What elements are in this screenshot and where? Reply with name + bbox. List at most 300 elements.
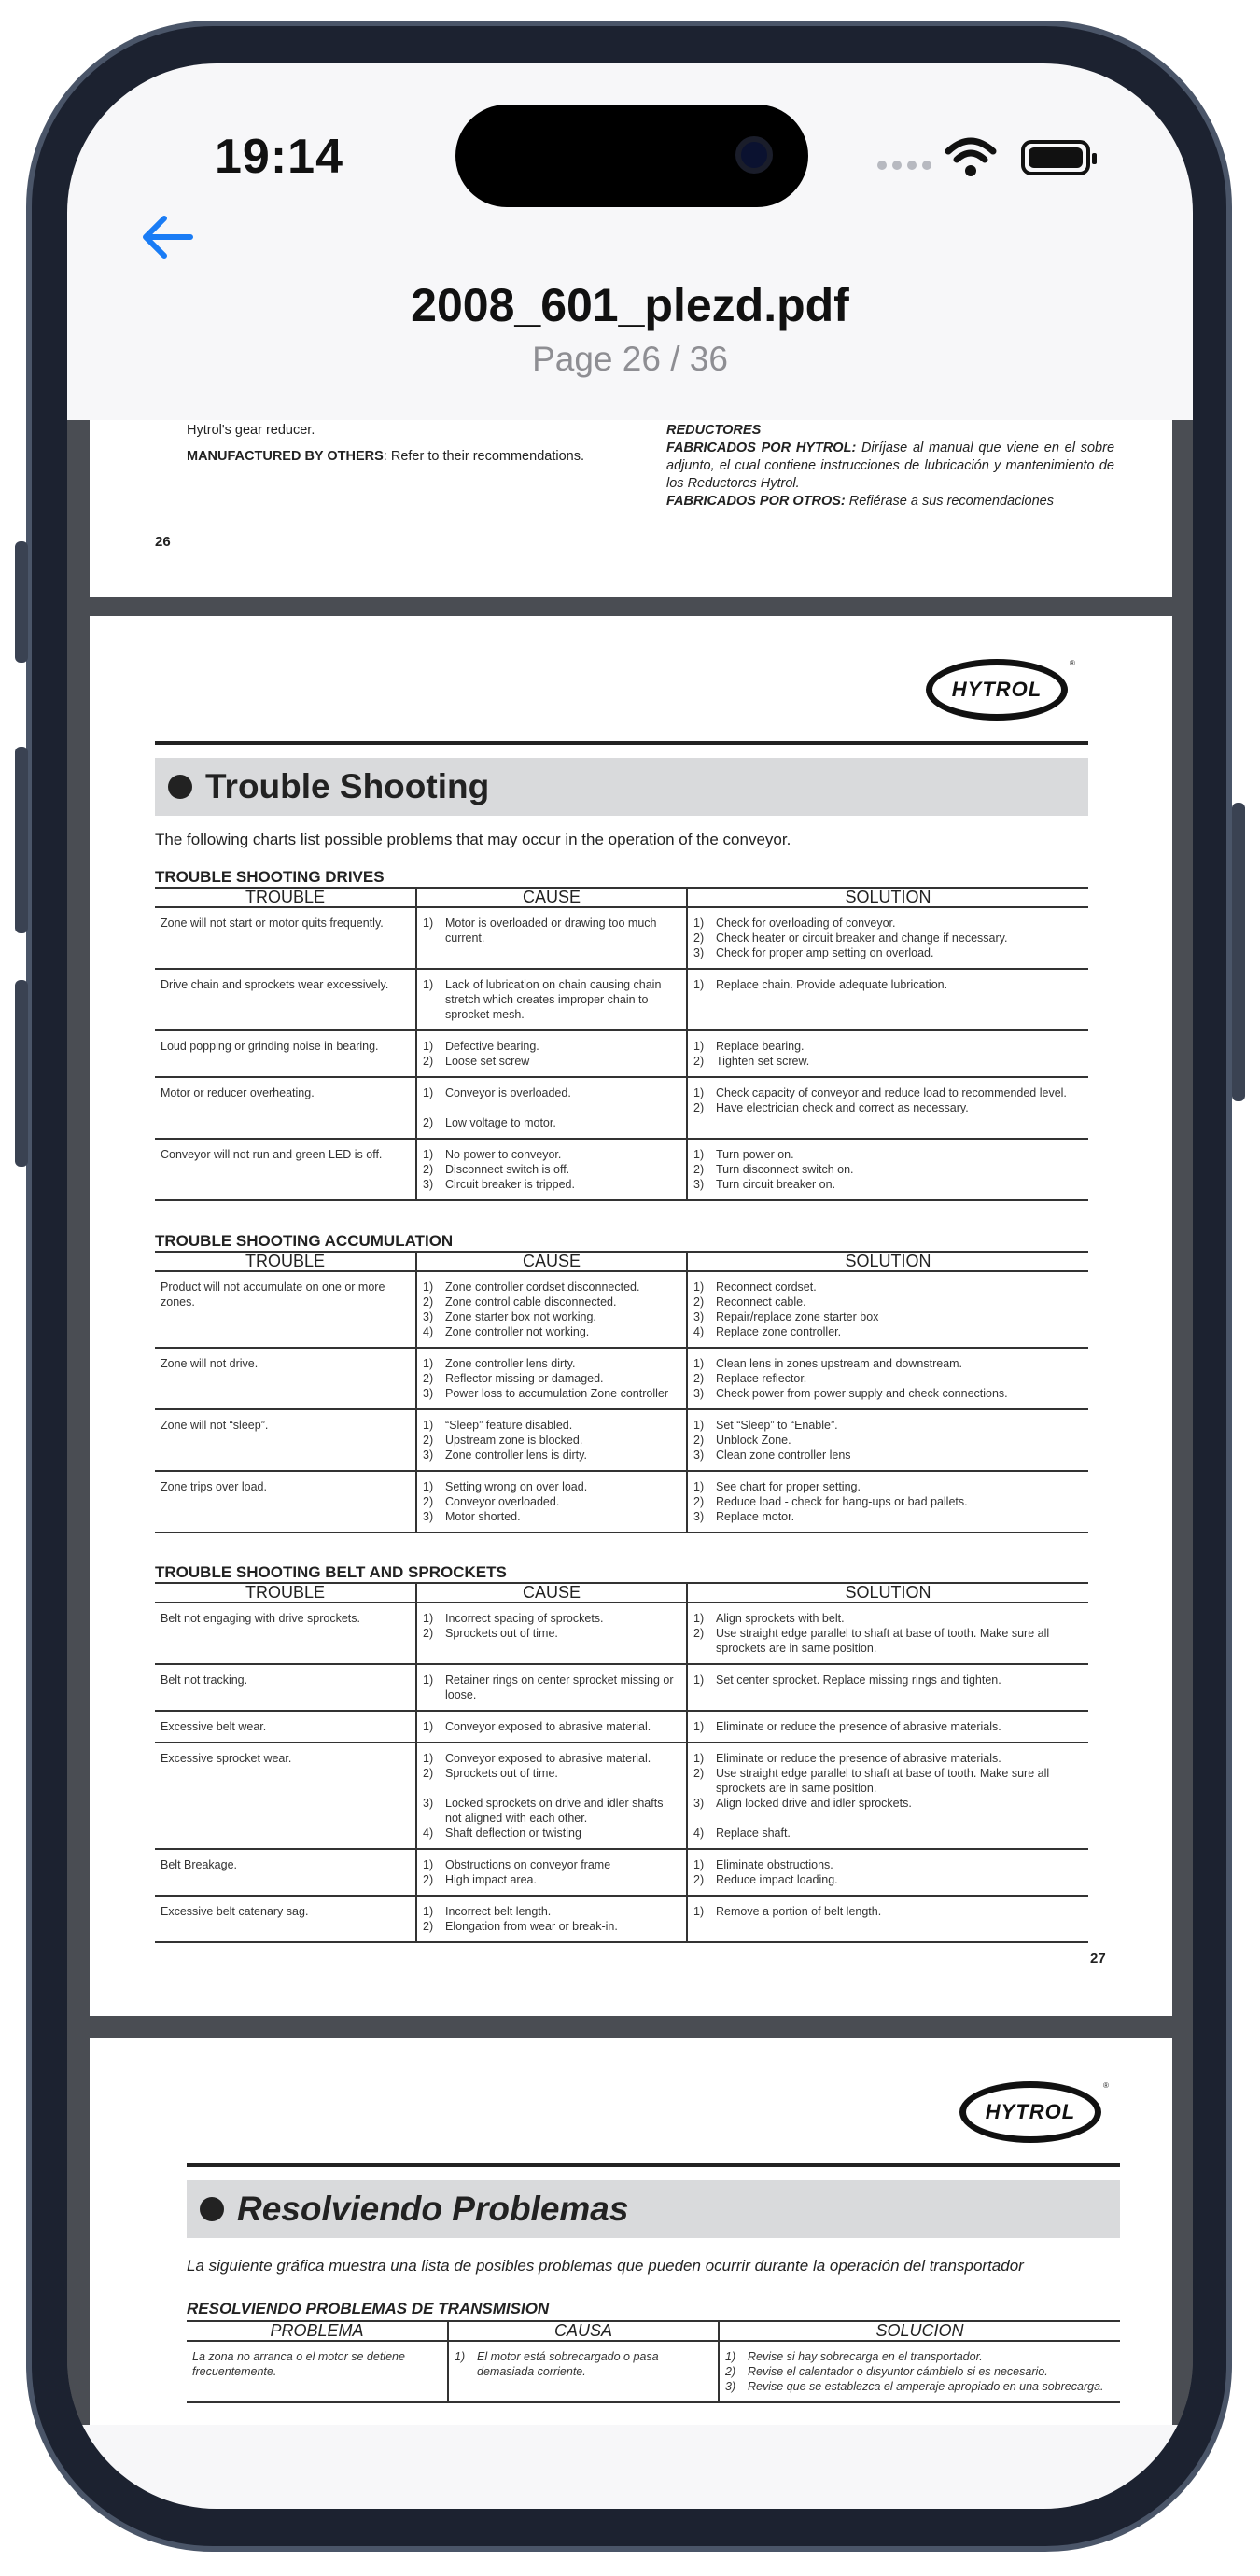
item-number: 1) — [693, 1720, 705, 1733]
item-number: 2) — [693, 1295, 705, 1309]
cell-list — [693, 1904, 1083, 1919]
cell-list — [423, 1857, 680, 1887]
col-header-cause: CAUSE — [416, 888, 687, 907]
item-text: Repair/replace zone starter box — [716, 1310, 879, 1323]
page26-label: MANUFACTURED BY OTHERS — [187, 449, 384, 464]
item-text: Sprockets out of time. — [445, 1627, 558, 1640]
list-item — [693, 1356, 1083, 1371]
item-text: Conveyor is overloaded. — [445, 1086, 571, 1099]
item-text: Setting wrong on over load. — [445, 1480, 588, 1493]
item-text: Check capacity of conveyor and reduce load to recommended level. — [716, 1086, 1067, 1099]
solution-cell — [687, 1896, 1088, 1942]
table-body — [155, 1271, 1088, 1533]
table-head — [155, 888, 1088, 907]
table-head — [155, 1583, 1088, 1603]
item-number: 3) — [423, 1449, 434, 1462]
table-title: TROUBLE SHOOTING ACCUMULATION — [155, 1232, 454, 1250]
cell-list — [693, 1751, 1083, 1841]
item-text: Clean zone controller lens — [716, 1449, 851, 1462]
cause-cell — [416, 1664, 687, 1711]
section-header — [187, 2180, 1120, 2238]
item-text: Replace shaft. — [716, 1827, 791, 1840]
list-item — [423, 1719, 680, 1734]
section-header — [155, 758, 1088, 816]
item-number: 1) — [423, 1673, 434, 1687]
solution-cell — [687, 1409, 1088, 1471]
item-text: Revise el calentador o disyuntor cámbielo si es necesario. — [748, 2365, 1048, 2378]
item-text: Set “Sleep” to “Enable”. — [716, 1419, 838, 1432]
trouble-cell: Zone will not start or motor quits frequently. — [155, 907, 416, 969]
cell-list — [423, 1356, 680, 1401]
trouble-cell: Belt not tracking. — [155, 1664, 416, 1711]
list-item — [693, 1479, 1083, 1494]
item-number: 4) — [693, 1325, 705, 1338]
troubleshooting-table-transmision — [187, 2320, 1120, 2403]
troubleshooting-table-drives — [155, 887, 1088, 1201]
table-head — [155, 1252, 1088, 1271]
list-item — [693, 1418, 1083, 1433]
list-item — [423, 1751, 680, 1766]
cell-list — [423, 1673, 680, 1702]
item-text: Use straight edge parallel to shaft at base of tooth. Make sure all sprockets are in same position. — [716, 1627, 1050, 1655]
page-number: 27 — [1090, 1951, 1106, 1967]
item-number: 2) — [693, 931, 705, 945]
item-text: Reflector missing or damaged. — [445, 1372, 604, 1385]
item-text: Revise que se establezca el amperaje apropiado en una sobrecarga. — [748, 2380, 1104, 2393]
cell-list — [693, 1039, 1083, 1069]
solution-cell — [687, 1743, 1088, 1849]
item-text: Check for overloading of conveyor. — [716, 917, 896, 930]
logo-text: HYTROL — [951, 678, 1043, 701]
item-text: Incorrect belt length. — [445, 1905, 552, 1918]
item-text: Power loss to accumulation Zone controller — [445, 1387, 669, 1400]
list-item — [693, 1433, 1083, 1448]
item-number: 2) — [423, 1372, 434, 1385]
table-row — [155, 1139, 1088, 1200]
trouble-cell: Zone will not “sleep”. — [155, 1409, 416, 1471]
list-item — [693, 1509, 1083, 1524]
list-item — [693, 1611, 1083, 1626]
solution-cell — [687, 1271, 1088, 1348]
cause-cell — [448, 2341, 719, 2402]
item-number: 1) — [423, 1357, 434, 1370]
table-row — [155, 1896, 1088, 1942]
list-item — [455, 2349, 712, 2379]
item-text: Disconnect switch is off. — [445, 1163, 570, 1176]
logo-text: HYTROL — [985, 2100, 1076, 2123]
trouble-cell: Excessive belt wear. — [155, 1711, 416, 1743]
item-number: 2) — [423, 1767, 434, 1780]
cell-list — [423, 1280, 680, 1339]
col-header-cause: CAUSA — [448, 2321, 719, 2341]
logo-registered-mark: ® — [1103, 2081, 1109, 2090]
item-number: 2) — [693, 1372, 705, 1385]
item-number: 1) — [423, 1419, 434, 1432]
table-row — [155, 1030, 1088, 1077]
list-item — [423, 1295, 680, 1309]
table-body — [187, 2341, 1120, 2402]
item-number: 2) — [693, 1767, 705, 1780]
item-number: 1) — [693, 1281, 705, 1294]
item-text: Check heater or circuit breaker and change if necessary. — [716, 931, 1008, 945]
item-text: Check power from power supply and check connections. — [716, 1387, 1008, 1400]
item-number: 1) — [423, 1858, 434, 1871]
solution-cell — [687, 1139, 1088, 1200]
hytrol-logo — [926, 659, 1068, 721]
trouble-cell: Excessive sprocket wear. — [155, 1743, 416, 1849]
table-row — [187, 2341, 1120, 2402]
cell-list — [423, 1719, 680, 1734]
item-text: Shaft deflection or twisting — [445, 1827, 581, 1840]
signal-icon — [877, 161, 931, 170]
item-number: 3) — [725, 2380, 736, 2393]
item-number: 3) — [423, 1178, 434, 1191]
item-text: Incorrect spacing of sprockets. — [445, 1612, 604, 1625]
intro-text: La siguiente gráfica muestra una lista de posibles problemas que pueden ocurrir durante la operación del transportador — [187, 2257, 1024, 2275]
table-body — [155, 907, 1088, 1200]
item-number: 1) — [693, 1357, 705, 1370]
list-item — [693, 1295, 1083, 1309]
table-title: TROUBLE SHOOTING BELT AND SPROCKETS — [155, 1563, 507, 1581]
item-text: Obstructions on conveyor frame — [445, 1858, 611, 1871]
list-item — [693, 1673, 1083, 1687]
action-button — [15, 541, 28, 663]
table-row — [155, 1743, 1088, 1849]
item-text: Sprockets out of time. — [445, 1767, 558, 1780]
cell-list — [693, 1673, 1083, 1687]
item-text: Zone controller lens dirty. — [445, 1357, 576, 1370]
list-gap — [423, 1781, 680, 1796]
header-row — [155, 888, 1088, 907]
item-number: 2) — [423, 1055, 434, 1068]
item-number: 4) — [693, 1827, 705, 1840]
item-number: 2) — [725, 2365, 736, 2378]
troubleshooting-table-accumulation — [155, 1251, 1088, 1533]
list-item — [423, 1115, 680, 1130]
list-item — [693, 916, 1083, 931]
item-text: Clean lens in zones upstream and downstream. — [716, 1357, 963, 1370]
item-text: Zone controller cordset disconnected. — [445, 1281, 640, 1294]
item-text: Motor is overloaded or drawing too much current. — [445, 917, 657, 945]
item-text: Eliminate or reduce the presence of abrasive materials. — [716, 1720, 1001, 1733]
item-number: 4) — [423, 1325, 434, 1338]
volume-up-button — [15, 747, 28, 933]
cell-list — [423, 1904, 680, 1934]
status-bar — [67, 63, 1193, 213]
item-number: 1) — [693, 917, 705, 930]
list-item — [725, 2364, 1114, 2379]
cause-cell — [416, 1603, 687, 1664]
trouble-cell: Zone will not drive. — [155, 1348, 416, 1409]
back-arrow-icon[interactable] — [140, 209, 196, 265]
cell-list — [423, 1479, 680, 1524]
list-item — [693, 1386, 1083, 1401]
item-text: Loose set screw — [445, 1055, 530, 1068]
power-button — [1232, 803, 1245, 1101]
solution-cell — [687, 1077, 1088, 1139]
list-item — [693, 977, 1083, 992]
cause-cell — [416, 1139, 687, 1200]
table-body — [155, 1603, 1088, 1942]
bullet-icon — [168, 775, 192, 799]
solution-cell — [687, 1030, 1088, 1077]
col-header-cause: CAUSE — [416, 1252, 687, 1271]
item-number: 3) — [423, 1797, 434, 1810]
item-text: Turn power on. — [716, 1148, 794, 1161]
page26-text: : Refer to their recommendations. — [383, 449, 584, 464]
list-item — [423, 1857, 680, 1872]
item-number: 2) — [423, 1116, 434, 1129]
header-row — [187, 2321, 1120, 2341]
col-header-solution: SOLUTION — [687, 1583, 1088, 1603]
item-text: Eliminate or reduce the presence of abrasive materials. — [716, 1752, 1001, 1765]
list-item — [693, 1857, 1083, 1872]
list-item — [423, 1162, 680, 1177]
list-item — [693, 1494, 1083, 1509]
cause-cell — [416, 1471, 687, 1533]
table-row — [155, 1603, 1088, 1664]
list-item — [423, 1904, 680, 1919]
trouble-cell: Loud popping or grinding noise in bearing. — [155, 1030, 416, 1077]
list-item — [693, 1147, 1083, 1162]
col-header-solution: SOLUTION — [687, 888, 1088, 907]
item-text: Align locked drive and idler sprockets. — [716, 1797, 912, 1810]
cell-list — [423, 1147, 680, 1192]
list-item — [693, 1177, 1083, 1192]
item-text: El motor está sobrecargado o pasa demasiada corriente. — [477, 2350, 659, 2378]
item-number: 1) — [693, 1612, 705, 1625]
list-gap — [423, 1100, 680, 1115]
page26-text: Diríjase al manual que viene en el sobre adjunto, el cual contiene instrucciones de lubricación y mantenimiento de los Reductores Hytrol. — [666, 441, 1115, 491]
list-item — [693, 1904, 1083, 1919]
cause-cell — [416, 1896, 687, 1942]
cell-list — [423, 916, 680, 945]
item-number: 1) — [423, 978, 434, 991]
troubleshooting-table-belt — [155, 1582, 1088, 1943]
wifi-icon — [945, 136, 997, 177]
item-text: Zone controller not working. — [445, 1325, 590, 1338]
list-item — [693, 1324, 1083, 1339]
list-item — [693, 1766, 1083, 1796]
item-number: 1) — [423, 1752, 434, 1765]
page26-text: Refiérase a sus recomendaciones — [845, 494, 1054, 509]
item-text: Conveyor exposed to abrasive material. — [445, 1720, 651, 1733]
item-text: Zone starter box not working. — [445, 1310, 596, 1323]
item-number: 1) — [455, 2350, 466, 2363]
list-item — [423, 1626, 680, 1641]
item-number: 4) — [423, 1827, 434, 1840]
cell-list — [693, 1356, 1083, 1401]
list-item — [423, 1418, 680, 1433]
list-item — [693, 1448, 1083, 1463]
item-text: No power to conveyor. — [445, 1148, 562, 1161]
col-header-trouble: TROUBLE — [155, 888, 416, 907]
document-title: 2008_601_plezd.pdf — [411, 279, 849, 331]
item-text: Conveyor overloaded. — [445, 1495, 560, 1508]
list-item — [693, 1054, 1083, 1069]
item-number: 1) — [423, 1281, 434, 1294]
trouble-cell: Drive chain and sprockets wear excessively. — [155, 969, 416, 1030]
item-text: Replace motor. — [716, 1510, 795, 1523]
list-item — [423, 1872, 680, 1887]
table-title: TROUBLE SHOOTING DRIVES — [155, 868, 385, 886]
item-text: Have electrician check and correct as necessary. — [716, 1101, 969, 1114]
trouble-cell: Motor or reducer overheating. — [155, 1077, 416, 1139]
item-number: 1) — [423, 1720, 434, 1733]
list-item — [423, 1479, 680, 1494]
item-number: 2) — [693, 1495, 705, 1508]
trouble-cell: Excessive belt catenary sag. — [155, 1896, 416, 1942]
item-number: 1) — [423, 1086, 434, 1099]
cell-list — [693, 1147, 1083, 1192]
list-item — [423, 1673, 680, 1702]
trouble-cell: Zone trips over load. — [155, 1471, 416, 1533]
item-text: Reduce load - check for hang-ups or bad pallets. — [716, 1495, 968, 1508]
page26-label: FABRICADOS POR OTROS: — [666, 494, 846, 509]
list-item — [423, 1324, 680, 1339]
item-text: Revise si hay sobrecarga en el transportador. — [748, 2350, 983, 2363]
table-row — [155, 1348, 1088, 1409]
item-number: 1) — [693, 978, 705, 991]
pdf-viewer[interactable] — [67, 420, 1193, 2425]
item-number: 2) — [693, 1434, 705, 1447]
item-number: 1) — [693, 1905, 705, 1918]
trouble-cell: Belt not engaging with drive sprockets. — [155, 1603, 416, 1664]
item-number: 1) — [693, 1419, 705, 1432]
cell-list — [693, 1857, 1083, 1887]
item-text: Reconnect cable. — [716, 1295, 806, 1309]
table-row — [155, 1711, 1088, 1743]
header-row — [155, 1583, 1088, 1603]
item-number: 1) — [693, 1086, 705, 1099]
header-rule — [187, 2163, 1120, 2167]
item-number: 1) — [423, 917, 434, 930]
trouble-cell: Product will not accumulate on one or more zones. — [155, 1271, 416, 1348]
cell-list — [693, 1085, 1083, 1115]
bottom-bar — [67, 2425, 1193, 2509]
list-item — [693, 1826, 1083, 1841]
list-item — [423, 1448, 680, 1463]
section-title: Trouble Shooting — [205, 767, 490, 805]
list-item — [423, 1147, 680, 1162]
list-item — [693, 1100, 1083, 1115]
item-text: Locked sprockets on drive and idler shafts not aligned with each other. — [445, 1797, 664, 1825]
table-row — [155, 1077, 1088, 1139]
item-number: 3) — [693, 1310, 705, 1323]
cause-cell — [416, 1711, 687, 1743]
list-item — [423, 1509, 680, 1524]
cause-cell — [416, 1409, 687, 1471]
pdf-page-28 — [90, 2038, 1172, 2425]
item-number: 1) — [693, 1040, 705, 1053]
list-item — [693, 1280, 1083, 1295]
logo-registered-mark: ® — [1070, 659, 1075, 667]
item-number: 2) — [693, 1873, 705, 1886]
col-header-trouble: PROBLEMA — [187, 2321, 448, 2341]
item-text: Elongation from wear or break-in. — [445, 1920, 618, 1933]
table-title: RESOLVIENDO PROBLEMAS DE TRANSMISION — [187, 2300, 550, 2317]
item-number: 2) — [423, 1163, 434, 1176]
hytrol-logo — [959, 2081, 1101, 2143]
item-text: Zone controller lens is dirty. — [445, 1449, 587, 1462]
page26-label: REDUCTORES — [666, 423, 762, 438]
solution-cell — [687, 907, 1088, 969]
item-text: Reconnect cordset. — [716, 1281, 817, 1294]
solution-cell — [687, 1664, 1088, 1711]
item-text: Reduce impact loading. — [716, 1873, 838, 1886]
page26-label: FABRICADOS POR HYTROL: — [666, 441, 857, 455]
table-row — [155, 1471, 1088, 1533]
item-number: 3) — [693, 1510, 705, 1523]
cause-cell — [416, 1077, 687, 1139]
item-text: Turn disconnect switch on. — [716, 1163, 854, 1176]
col-header-trouble: TROUBLE — [155, 1252, 416, 1271]
cell-list — [693, 916, 1083, 960]
item-number: 2) — [423, 1295, 434, 1309]
cell-list — [693, 1479, 1083, 1524]
item-number: 1) — [693, 1148, 705, 1161]
battery-icon — [1021, 140, 1090, 175]
item-text: Low voltage to motor. — [445, 1116, 556, 1129]
cause-cell — [416, 1743, 687, 1849]
item-number: 3) — [423, 1510, 434, 1523]
table-row — [155, 907, 1088, 969]
cell-list — [423, 1611, 680, 1641]
list-item — [423, 1039, 680, 1054]
item-text: Unblock Zone. — [716, 1434, 791, 1447]
table-row — [155, 1271, 1088, 1348]
item-number: 3) — [693, 1449, 705, 1462]
item-text: Replace reflector. — [716, 1372, 807, 1385]
pdf-page-27 — [90, 616, 1172, 2016]
cell-list — [693, 1611, 1083, 1656]
item-number: 1) — [423, 1040, 434, 1053]
item-number: 3) — [423, 1310, 434, 1323]
item-text: Use straight edge parallel to shaft at base of tooth. Make sure all sprockets are in same position. — [716, 1767, 1050, 1795]
list-item — [693, 1309, 1083, 1324]
item-number: 2) — [693, 1055, 705, 1068]
page26-manufactured-others — [187, 448, 616, 466]
item-number: 3) — [693, 946, 705, 959]
page26-text: Hytrol's gear reducer. — [187, 423, 315, 438]
col-header-solution: SOLUCION — [719, 2321, 1120, 2341]
page-number: 26 — [155, 534, 171, 550]
table-head — [187, 2321, 1120, 2341]
item-text: “Sleep” feature disabled. — [445, 1419, 573, 1432]
col-header-solution: SOLUTION — [687, 1252, 1088, 1271]
item-text: Upstream zone is blocked. — [445, 1434, 583, 1447]
cell-list — [423, 1039, 680, 1069]
table-row — [155, 969, 1088, 1030]
list-item — [423, 1309, 680, 1324]
list-item — [423, 1386, 680, 1401]
solution-cell — [687, 1348, 1088, 1409]
item-number: 1) — [725, 2350, 736, 2363]
item-text: Replace chain. Provide adequate lubrication. — [716, 978, 948, 991]
header-row — [155, 1252, 1088, 1271]
item-number: 2) — [423, 1434, 434, 1447]
table-row — [155, 1664, 1088, 1711]
list-gap — [693, 1811, 1083, 1826]
cell-list — [693, 1719, 1083, 1734]
solution-cell — [719, 2341, 1120, 2402]
bullet-icon — [200, 2197, 224, 2221]
item-number: 3) — [693, 1178, 705, 1191]
dynamic-island — [455, 105, 808, 207]
trouble-cell: Conveyor will not run and green LED is off. — [155, 1139, 416, 1200]
table-row — [155, 1409, 1088, 1471]
list-item — [693, 1371, 1083, 1386]
